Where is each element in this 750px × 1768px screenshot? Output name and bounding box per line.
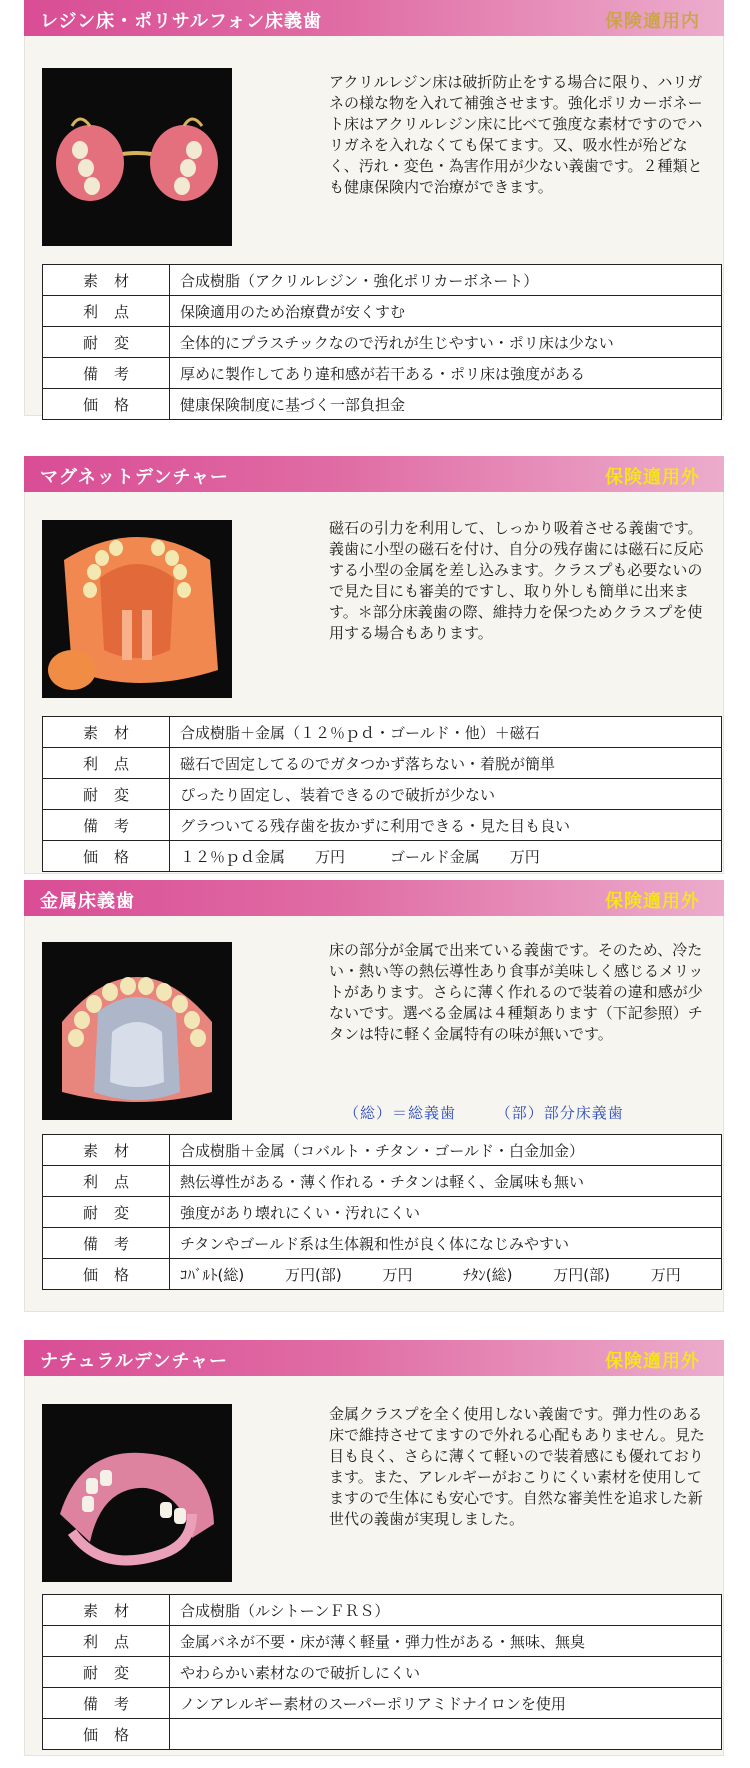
table-row: 素材 合成樹脂＋金属（１２％ｐｄ・ゴールド・他）＋磁石 <box>43 717 722 748</box>
table-row: 価格 健康保険制度に基づく一部負担金 <box>43 389 722 420</box>
table-row: 価格 <box>43 1719 722 1750</box>
section-header <box>24 456 724 492</box>
price-cell: ｺﾊﾞﾙﾄ(総) 万円(部) 万円 ﾁﾀﾝ(総) 万円(部) 万円 <box>170 1259 722 1290</box>
section-magnet-denture <box>24 456 724 874</box>
section-header <box>24 880 724 916</box>
table-row: 耐変 ぴったり固定し、装着できるので破折が少ない <box>43 779 722 810</box>
table-row: 利点 熱伝導性がある・薄く作れる・チタンは軽く、金属味も無い <box>43 1166 722 1197</box>
section-description: アクリルレジン床は破折防止をする場合に限り、ハリガネの様な物を入れて補強させます。強化ポリカーボネート床はアクリルレジン床に比べて強度な素材ですのでハリガネを入れなくても保てます。又、吸水性が殆どなく、汚れ・変色・為害作用が少ない義歯です。２種類とも健康保険内で治療ができます。 <box>329 73 703 196</box>
legend-partial-denture: （部）部分床義歯 <box>495 1104 624 1122</box>
table-row: 利点 磁石で固定してるのでガタつかず落ちない・着脱が簡単 <box>43 748 722 779</box>
table-row: 利点 金属バネが不要・床が薄く軽量・弾力性がある・無味、無臭 <box>43 1626 722 1657</box>
section-header <box>24 1340 724 1376</box>
table-row: 耐変 強度があり壊れにくい・汚れにくい <box>43 1197 722 1228</box>
section-natural-denture <box>24 1340 724 1756</box>
section-description: 床の部分が金属で出来ている義歯です。そのため、冷たい・熱い等の熱伝導性あり食事が美味しく感じるメリットがあります。さらに薄く作れるので装着の違和感が少ないです。選べる金属は４種類あります（下記参照）チタンは特に軽く金属特有の味が無いです。 <box>329 941 704 1043</box>
section-metal-denture <box>24 880 724 1312</box>
spec-table <box>42 1134 722 1290</box>
table-row: 利点 保険適用のため治療費が安くすむ <box>43 296 722 327</box>
section-title: マグネットデンチャー <box>40 467 229 488</box>
spec-table <box>42 716 722 872</box>
table-row: 価格 ｺﾊﾞﾙﾄ(総) 万円(部) 万円 ﾁﾀﾝ(総) 万円(部) 万円 <box>43 1259 722 1290</box>
section-description: 磁石の引力を利用して、しっかり吸着させる義歯です。義歯に小型の磁石を付け、自分の残存歯には磁石に反応する小型の金属を差し込みます。クラスプも必要ないので見た目にも審美的ですし、取り外しも簡単に出来ます。＊部分床義歯の際、維持力を保つためクラスプを使用する場合もあります。 <box>329 519 704 642</box>
spec-table <box>42 264 722 420</box>
insurance-badge: 保険適用内 <box>605 11 700 32</box>
metal-base-denture-photo <box>42 942 232 1120</box>
spec-table <box>42 1594 722 1750</box>
legend-full-denture: （総）＝総義歯 <box>344 1104 457 1122</box>
insurance-badge: 保険適用外 <box>605 891 700 912</box>
table-row: 素材 合成樹脂（アクリルレジン・強化ポリカーボネート） <box>43 265 722 296</box>
magnet-denture-photo <box>42 520 232 698</box>
table-row: 耐変 全体的にプラスチックなので汚れが生じやすい・ポリ床は少ない <box>43 327 722 358</box>
natural-denture-photo <box>42 1404 232 1582</box>
denture-type-legend <box>344 1102 658 1123</box>
section-description: 金属クラスプを全く使用しない義歯です。弾力性のある床で維持させてますので外れる心配もありません。見た目も良く、さらに薄くて軽いので装着感にも優れております。また、アレルギーがおこりにくい素材を使用してますので生体にも安心です。自然な審美性を追求した新世代の義歯が実現しました。 <box>329 1405 705 1528</box>
table-row: 耐変 やわらかい素材なので破折しにくい <box>43 1657 722 1688</box>
section-title: 金属床義歯 <box>40 891 135 912</box>
insurance-badge: 保険適用外 <box>605 1351 700 1372</box>
table-row: 素材 合成樹脂（ルシトーンＦＲＳ） <box>43 1595 722 1626</box>
section-header <box>24 0 724 36</box>
section-title: レジン床・ポリサルフォン床義歯 <box>40 11 322 32</box>
table-row: 価格 １２％ｐｄ金属 万円 ゴールド金属 万円 <box>43 841 722 872</box>
section-title: ナチュラルデンチャー <box>40 1351 229 1372</box>
table-row: 備考 チタンやゴールド系は生体親和性が良く体になじみやすい <box>43 1228 722 1259</box>
insurance-badge: 保険適用外 <box>605 467 700 488</box>
table-row: 素材 合成樹脂＋金属（コバルト・チタン・ゴールド・白金加金） <box>43 1135 722 1166</box>
table-row: 備考 ノンアレルギー素材のスーパーポリアミドナイロンを使用 <box>43 1688 722 1719</box>
denture-resin-photo <box>42 68 232 246</box>
table-row: 備考 厚めに製作してあり違和感が若干ある・ポリ床は強度がある <box>43 358 722 389</box>
section-resin-denture <box>24 0 724 416</box>
table-row: 備考 グラついてる残存歯を抜かずに利用できる・見た目も良い <box>43 810 722 841</box>
